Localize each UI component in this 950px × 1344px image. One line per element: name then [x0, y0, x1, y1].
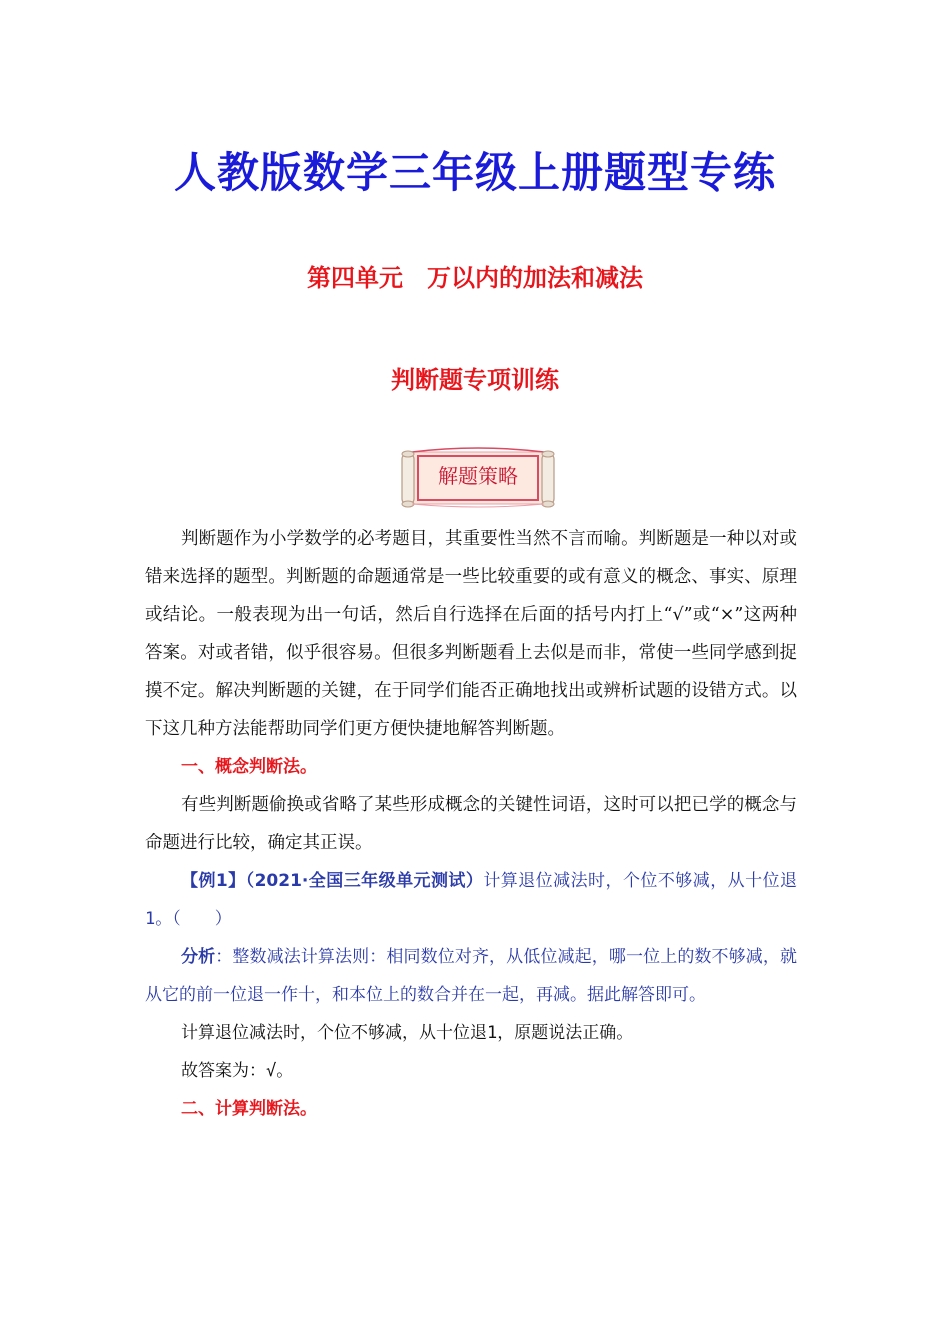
document-body [145, 520, 797, 1128]
section1-heading: 一、概念判断法。 [181, 757, 317, 777]
unit-title: 第四单元 万以内的加法和减法 [307, 264, 643, 292]
strategy-scroll-banner [398, 442, 558, 512]
example1-text: 计算退位减法时，个位不够减，从十位退1。（ ） [145, 871, 797, 929]
intro-paragraph: 判断题作为小学数学的必考题目，其重要性当然不言而喻。判断题是一种以对或错来选择的题型。判断题的命题通常是一些比较重要的或有意义的概念、事实、原理或结论。一般表现为出一句话，然后自行选择在后面的括号内打上“√”或“×”这两种答案。对或者错，似乎很容易。但很多判断题看上去似是而非，常使一些同学感到捉摸不定。解决判断题的关键，在于同学们能否正确地找出或辨析试题的设错方式。以下这几种方法能帮助同学们更方便快捷地解答判断题。 [145, 529, 797, 739]
example1-paragraph [145, 862, 797, 938]
solution-paragraph: 计算退位减法时，个位不够减，从十位退1，原题说法正确。 [181, 1023, 634, 1043]
example1-tag: 【例1】（2021·全国三年级单元测试） [181, 871, 484, 891]
analysis-paragraph [145, 938, 797, 1014]
document-title: 人教版数学三年级上册题型专练 [173, 148, 776, 197]
analysis-tag: 分析 [181, 947, 216, 967]
section1-body: 有些判断题偷换或省略了某些形成概念的关键性词语，这时可以把已学的概念与命题进行比较，确定其正误。 [145, 795, 797, 853]
section2-heading: 二、计算判断法。 [181, 1099, 317, 1119]
answer-paragraph: 故答案为：√。 [181, 1061, 294, 1081]
banner-label: 解题策略 [438, 464, 518, 488]
analysis-text: ：整数减法计算法则：相同数位对齐，从低位减起，哪一位上的数不够减，就从它的前一位退一作十，和本位上的数合并在一起，再减。据此解答即可。 [145, 947, 798, 1005]
section-subtitle: 判断题专项训练 [391, 366, 559, 394]
